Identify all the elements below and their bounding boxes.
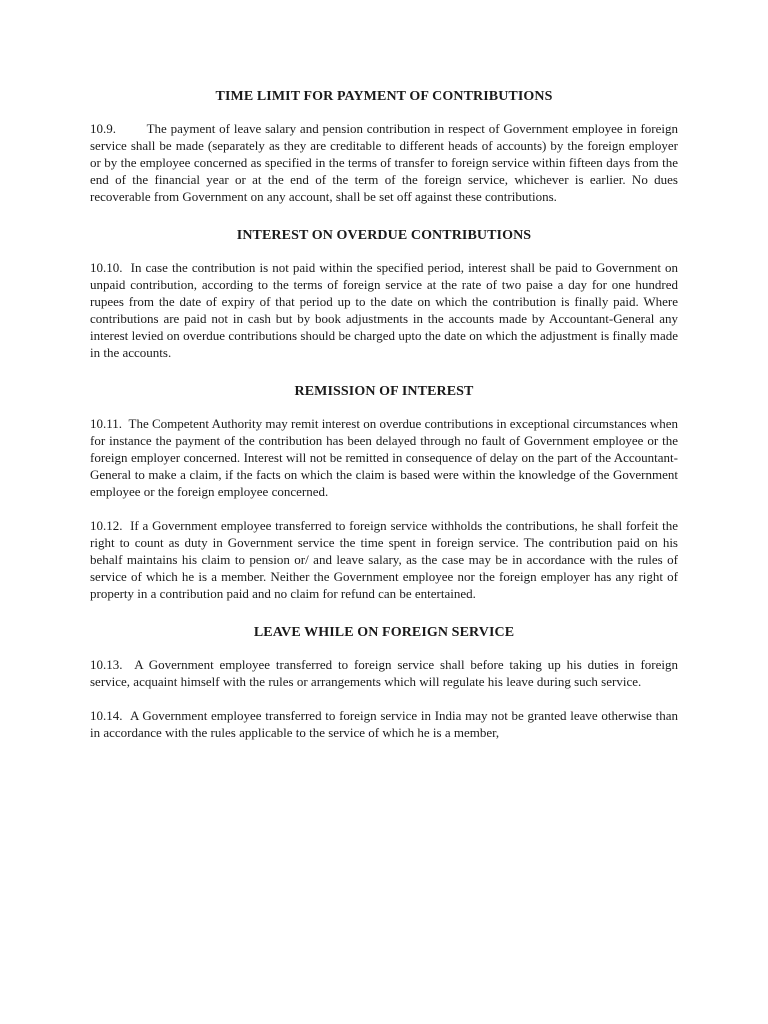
paragraph-10-13 bbox=[90, 656, 678, 690]
paragraph-10-12 bbox=[90, 517, 678, 602]
paragraph-number: 10.11. bbox=[90, 416, 123, 431]
paragraph-10-9 bbox=[90, 120, 678, 205]
paragraph-number: 10.14. bbox=[90, 708, 123, 723]
section-heading-time-limit: TIME LIMIT FOR PAYMENT OF CONTRIBUTIONS bbox=[215, 89, 553, 104]
paragraph-text: A Government employee transferred to foreign service in India may not be granted leave otherwise than in accordance with the rules applicable to the service of which he is a member, bbox=[90, 708, 679, 740]
paragraph-10-10 bbox=[90, 259, 678, 361]
paragraph-text: In case the contribution is not paid within the specified period, interest shall be paid to Government on unpaid contribution, according to the terms of foreign service at the rate of two paise a day for one hundred rupees from the date of expiry of that period up to the date on which the contribution is finally paid. Where contributions are paid not in cash but by book adjustments in the accounts made by Accountant-General any interest levied on overdue contributions should be charged upto the date on which the adjustment is finally made in the accounts. bbox=[90, 260, 678, 360]
paragraph-10-14 bbox=[90, 707, 678, 741]
paragraph-text: If a Government employee transferred to foreign service withholds the contributions, he shall forfeit the right to count as duty in Government service the time spent in foreign service. The contribution paid on his behalf maintains his claim to pension or/ and leave salary, as the case may be in accordance with the rules of service of which he is a member. Neither the Government employee nor the foreign employer has any right of property in a contribution paid and no claim for refund can be entertained. bbox=[90, 518, 678, 601]
document-page bbox=[90, 88, 678, 741]
paragraph-10-11 bbox=[90, 415, 678, 500]
section-heading-remission: REMISSION OF INTEREST bbox=[294, 384, 474, 399]
paragraph-text: A Government employee transferred to foreign service shall before taking up his duties in foreign service, acquaint himself with the rules or arrangements which will regulate his leave during such service. bbox=[90, 657, 678, 689]
paragraph-text: The Competent Authority may remit interest on overdue contributions in exceptional circumstances when for instance the payment of the contribution has been delayed through no fault of Government employee or the foreign employer concerned. Interest will not be remitted in consequence of delay on the part of the Accountant-General to make a claim, if the facts on which the claim is based were within the knowledge of the Government employee or the foreign employee concerned. bbox=[90, 416, 678, 499]
paragraph-number: 10.12. bbox=[90, 518, 123, 533]
section-heading-leave-foreign: LEAVE WHILE ON FOREIGN SERVICE bbox=[253, 625, 515, 640]
paragraph-text: The payment of leave salary and pension contribution in respect of Government employee in foreign service shall be made (separately as they are creditable to different heads of accounts) by the foreign employer or by the employee concerned as specified in the terms of transfer to foreign service within fifteen days from the end of the financial year or at the end of the term of the foreign service, whichever is earlier. No dues recoverable from Government on any account, shall be set off against these contributions. bbox=[90, 121, 678, 204]
paragraph-number: 10.13. bbox=[90, 657, 123, 672]
section-heading-interest-overdue: INTEREST ON OVERDUE CONTRIBUTIONS bbox=[236, 228, 532, 243]
paragraph-number: 10.10. bbox=[90, 260, 123, 275]
paragraph-number: 10.9. bbox=[90, 121, 116, 136]
